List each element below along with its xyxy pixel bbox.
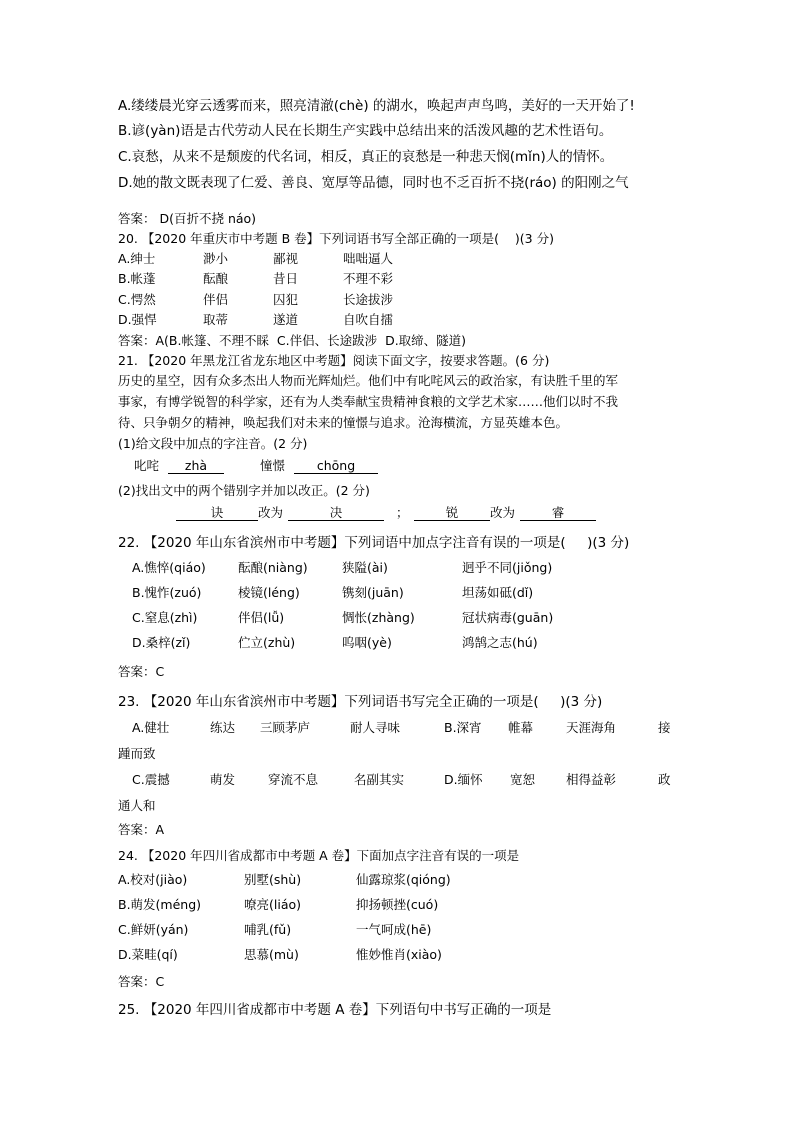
q23-cell: A.健壮: [132, 720, 170, 735]
q21-separator: ；: [396, 505, 409, 520]
q20-stem: 20. 【2020 年重庆市中考题 B 卷】下列词语书写全部正确的一项是( )(3 分): [118, 231, 554, 246]
q21-stem: 21. 【2020 年黑龙江省龙东地区中考题】阅读下面文字，按要求答题。(6 分): [118, 353, 550, 368]
q23-wrap-line: 踵而致: [118, 746, 156, 761]
q24-cell: 哺乳(fǔ): [244, 922, 292, 937]
q23-cell: 萌发: [210, 772, 236, 787]
q25-stem: 25. 【2020 年四川省成都市中考题 A 卷】下列语句中书写正确的一项是: [118, 1002, 552, 1018]
q24-cell: C.鲜妍(yán): [118, 922, 189, 937]
q22-cell: 伫立(zhù): [238, 635, 296, 650]
q23-cell: 相得益彰: [566, 772, 617, 787]
q23-wrap-line: 通人和: [118, 798, 156, 813]
q24-cell: 思慕(mù): [244, 947, 299, 962]
q24-cell: A.校对(jiào): [118, 872, 188, 887]
q23-cell: 政: [658, 772, 671, 787]
q23-cell: 帷幕: [508, 720, 534, 735]
q19-option-d: D.她的散文既表现了仁爱、善良、宽厚等品德，同时也不乏百折不挠(ráo) 的阳刚之气: [118, 175, 629, 191]
q21-word: 叱咤: [134, 458, 160, 473]
q23-cell: 宽恕: [510, 772, 536, 787]
q20-cell: 昔日: [273, 271, 299, 286]
q22-cell: 冠状病毒(guān): [462, 610, 554, 625]
q23-answer: 答案：A: [118, 822, 165, 837]
q19-answer: 答案： D(百折不挠 náo): [118, 211, 257, 226]
q20-cell: B.帐蓬: [118, 271, 156, 286]
q20-cell: 鄙视: [273, 251, 299, 266]
q22-cell: 呜咽(yè): [342, 635, 392, 650]
q22-cell: 惆怅(zhàng): [342, 610, 415, 625]
q22-cell: 酝酿(niàng): [238, 560, 308, 575]
q24-cell: 仙露琼浆(qióng): [356, 872, 451, 887]
q22-cell: 镌刻(juān): [342, 585, 404, 600]
q23-cell: C.震撼: [132, 772, 170, 787]
q24-cell: 别墅(shù): [244, 872, 302, 887]
q23-cell: 三顾茅庐: [260, 720, 311, 735]
q22-cell: 伴侣(lǚ): [238, 610, 285, 625]
q23-cell: 接: [658, 720, 671, 735]
q20-cell: 遂道: [273, 312, 299, 327]
q23-stem: 23. 【2020 年山东省滨州市中考题】下列词语书写完全正确的一项是( )(3 分): [118, 694, 603, 710]
q22-cell: B.愧怍(zuó): [132, 585, 202, 600]
q24-cell: 惟妙惟肖(xiào): [356, 947, 442, 962]
q22-cell: 狭隘(ài): [342, 560, 388, 575]
q22-stem: 22. 【2020 年山东省滨州市中考题】下列词语中加点字注音有误的一项是( )(3 分): [118, 535, 630, 551]
q24-cell: 嘹亮(liáo): [244, 897, 302, 912]
q20-cell: 伴侣: [203, 292, 229, 307]
q20-cell: 咄咄逼人: [343, 251, 394, 266]
q20-cell: 不理不彩: [343, 271, 394, 286]
q21-pinyin-answer: chōng: [294, 459, 378, 474]
q24-answer: 答案：C: [118, 974, 165, 989]
q23-cell: D.缅怀: [444, 772, 483, 787]
q24-cell: D.菜畦(qí): [118, 947, 178, 962]
q21-sub1: (1)给文段中加点的字注音。(2 分): [118, 436, 308, 451]
q20-cell: D.强悍: [118, 312, 157, 327]
q21-passage-line: 事家，有博学锐智的科学家，还有为人类奉献宝贵精神食粮的文学艺术家……他们以时不我: [118, 394, 619, 409]
q20-cell: 长途拔涉: [343, 292, 394, 307]
q24-cell: 一气呵成(hē): [356, 922, 432, 937]
q23-cell: 练达: [210, 720, 236, 735]
q20-cell: 自吹自擂: [343, 312, 394, 327]
q23-cell: B.深宵: [444, 720, 482, 735]
q21-change-label: 改为: [490, 505, 516, 520]
q23-cell: 耐人寻味: [350, 720, 401, 735]
q21-error-char: 锐: [414, 506, 490, 521]
q21-passage-line: 历史的星空，因有众多杰出人物而光辉灿烂。他们中有叱咤风云的政治家，有诀胜千里的军: [118, 373, 619, 388]
q21-word: 憧憬: [260, 458, 286, 473]
q21-change-label: 改为: [258, 505, 284, 520]
q21-error-char: 诀: [176, 506, 258, 521]
q23-cell: 穿流不息: [268, 772, 319, 787]
q23-cell: 天涯海角: [566, 720, 617, 735]
q20-cell: C.愕然: [118, 292, 156, 307]
q22-cell: 迥乎不同(jiǒng): [462, 560, 553, 575]
q20-cell: 囚犯: [273, 292, 299, 307]
q24-cell: 抑扬顿挫(cuó): [356, 897, 439, 912]
q19-option-a: A.缕缕晨光穿云透雾而来，照亮清澈(chè) 的湖水，唤起声声鸟鸣，美好的一天开始了!: [118, 98, 635, 114]
q21-passage-line: 待、只争朝夕的精神，唤起我们对未来的憧憬与追求。沧海横流，方显英雄本色。: [118, 415, 569, 430]
q22-cell: 鸿鹄之志(hú): [462, 635, 538, 650]
q21-correct-char: 睿: [520, 506, 596, 521]
q22-cell: C.窒息(zhì): [132, 610, 198, 625]
q22-cell: D.桑梓(zǐ): [132, 635, 191, 650]
q21-correct-char: 决: [288, 506, 384, 521]
q20-cell: 取蒂: [203, 312, 229, 327]
q20-cell: 渺小: [203, 251, 229, 266]
q22-answer: 答案：C: [118, 664, 165, 679]
q21-pinyin-answer: zhà: [168, 459, 224, 474]
q20-cell: 酝酿: [203, 271, 229, 286]
q22-cell: 棱镜(léng): [238, 585, 300, 600]
q21-sub2: (2)找出文中的两个错别字并加以改正。(2 分): [118, 483, 370, 498]
q22-cell: A.憔悴(qiáo): [132, 560, 206, 575]
q19-option-b: B.谚(yàn)语是古代劳动人民在长期生产实践中总结出来的活泼风趣的艺术性语句。: [118, 123, 613, 139]
q20-cell: A.绅士: [118, 251, 156, 266]
q19-option-c: C.哀愁，从来不是颓废的代名词，相反，真正的哀愁是一种悲天悯(mǐn)人的情怀。: [118, 149, 614, 165]
q22-cell: 坦荡如砥(dǐ): [462, 585, 534, 600]
q23-cell: 名副其实: [354, 772, 405, 787]
q24-cell: B.萌发(méng): [118, 897, 202, 912]
q24-stem: 24. 【2020 年四川省成都市中考题 A 卷】下面加点字注音有误的一项是: [118, 848, 520, 863]
q20-answer: 答案：A(B.帐篷、不理不睬 C.伴侣、长途跋涉 D.取缔、隧道): [118, 333, 467, 348]
